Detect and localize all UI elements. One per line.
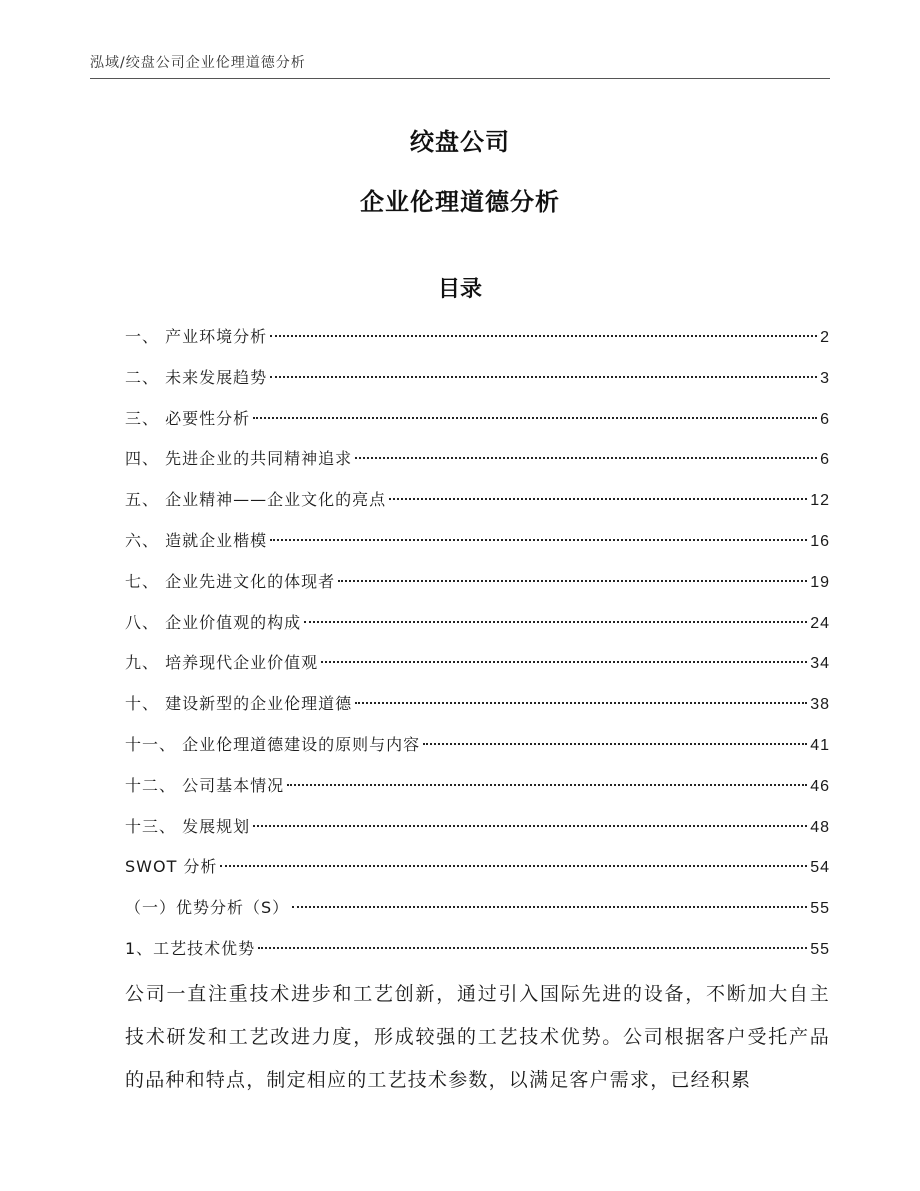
toc-entry[interactable] bbox=[125, 485, 830, 526]
toc-entry[interactable] bbox=[125, 322, 830, 363]
toc-dot-leader bbox=[389, 498, 807, 500]
toc-entry-label: （一）优势分析（S） bbox=[125, 898, 290, 918]
toc-page-number: 54 bbox=[810, 859, 830, 877]
running-header: 泓域/绞盘公司企业伦理道德分析 bbox=[90, 55, 306, 71]
toc-page-number: 34 bbox=[810, 655, 830, 673]
company-title: 绞盘公司 bbox=[410, 128, 510, 156]
toc-page-number: 16 bbox=[810, 532, 830, 550]
toc-entry[interactable] bbox=[125, 934, 830, 975]
toc-entry[interactable] bbox=[125, 404, 830, 445]
toc-dot-leader bbox=[220, 865, 807, 867]
toc-entry[interactable] bbox=[125, 893, 830, 934]
toc-dot-leader bbox=[270, 335, 817, 337]
toc-dot-leader bbox=[321, 661, 807, 663]
toc-page-number: 6 bbox=[820, 451, 830, 469]
toc-entry[interactable] bbox=[125, 812, 830, 853]
toc-page-number: 46 bbox=[810, 777, 830, 795]
toc-page-number: 3 bbox=[820, 369, 830, 387]
toc-page-number: 48 bbox=[810, 818, 830, 836]
toc-entry-label: 十二、 公司基本情况 bbox=[125, 775, 285, 795]
toc-entry[interactable] bbox=[125, 444, 830, 485]
toc-page-number: 55 bbox=[810, 900, 830, 918]
toc-dot-leader bbox=[292, 906, 807, 908]
toc-page-number: 38 bbox=[810, 696, 830, 714]
toc-dot-leader bbox=[253, 825, 807, 827]
toc-dot-leader bbox=[258, 947, 807, 949]
toc-page-number: 2 bbox=[820, 329, 830, 346]
toc-dot-leader bbox=[355, 457, 817, 459]
toc-entry-label: 四、 先进企业的共同精神追求 bbox=[125, 449, 353, 469]
toc-page-number: 55 bbox=[810, 940, 830, 958]
toc-entry[interactable] bbox=[125, 852, 830, 893]
toc-entry-label: SWOT 分析 bbox=[125, 857, 218, 877]
toc-entry-label: 七、 企业先进文化的体现者 bbox=[125, 571, 336, 591]
toc-entry-label: 八、 企业价值观的构成 bbox=[125, 612, 302, 632]
toc-entry[interactable] bbox=[125, 648, 830, 689]
toc-page-number: 24 bbox=[810, 614, 830, 632]
toc-page-number: 12 bbox=[810, 492, 830, 510]
toc-dot-leader bbox=[304, 621, 807, 623]
toc-dot-leader bbox=[355, 702, 807, 704]
toc-dot-leader bbox=[338, 580, 807, 582]
toc-dot-leader bbox=[270, 539, 807, 541]
toc-entry-label: 一、 产业环境分析 bbox=[125, 327, 268, 346]
toc-entry[interactable] bbox=[125, 689, 830, 730]
toc-heading: 目录 bbox=[437, 277, 482, 302]
toc-entry[interactable] bbox=[125, 526, 830, 567]
toc-entry[interactable] bbox=[125, 730, 830, 771]
toc-entry-label: 六、 造就企业楷模 bbox=[125, 530, 268, 550]
toc-entry-label: 十一、 企业伦理道德建设的原则与内容 bbox=[125, 734, 421, 754]
body-paragraph: 公司一直注重技术进步和工艺创新，通过引入国际先进的设备，不断加大自主技术研发和工艺改进力度，形成较强的工艺技术优势。公司根据客户受托产品的品种和特点，制定相应的工艺技术参数，以满足客户需求，已经积累 bbox=[125, 983, 830, 1091]
toc-entry-label: 三、 必要性分析 bbox=[125, 408, 251, 428]
header-divider bbox=[90, 78, 830, 79]
toc-entry[interactable] bbox=[125, 363, 830, 404]
toc-entry[interactable] bbox=[125, 771, 830, 812]
toc-entry-label: 五、 企业精神——企业文化的亮点 bbox=[125, 490, 387, 510]
toc-entry-label: 十三、 发展规划 bbox=[125, 816, 251, 836]
toc-entry-label: 1、工艺技术优势 bbox=[125, 938, 256, 958]
toc-entry[interactable] bbox=[125, 567, 830, 608]
toc-page-number: 19 bbox=[810, 573, 830, 591]
toc-page-number: 6 bbox=[820, 410, 830, 428]
toc-dot-leader bbox=[270, 376, 817, 378]
toc-entry-label: 十、 建设新型的企业伦理道德 bbox=[125, 694, 353, 714]
toc-page-number: 41 bbox=[810, 736, 830, 754]
toc-entry[interactable] bbox=[125, 608, 830, 649]
document-title: 企业伦理道德分析 bbox=[360, 188, 560, 216]
toc-dot-leader bbox=[423, 743, 807, 745]
toc-dot-leader bbox=[253, 417, 817, 419]
toc-entry-label: 九、 培养现代企业价值观 bbox=[125, 653, 319, 673]
table-of-contents bbox=[125, 322, 830, 975]
toc-dot-leader bbox=[287, 784, 807, 786]
toc-entry-label: 二、 未来发展趋势 bbox=[125, 367, 268, 387]
